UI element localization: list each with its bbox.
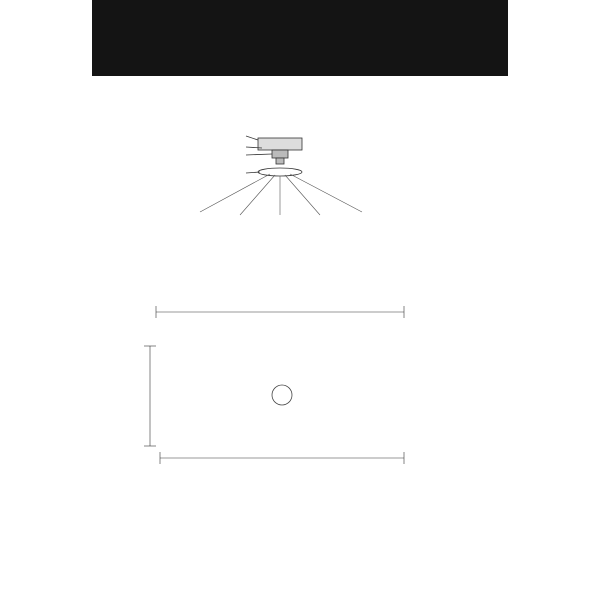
instruction-item: [120, 526, 140, 542]
watermark-logo: [464, 552, 594, 592]
instruction-item: [120, 543, 140, 559]
side-width-dimension: [156, 306, 404, 318]
canopy-assembly: [246, 136, 302, 176]
top-depth-dimension: [144, 346, 156, 446]
instruction-item: [120, 477, 140, 493]
instruction-item: [120, 493, 140, 509]
top-width-dimension: [160, 452, 404, 464]
instructions-list: [120, 477, 140, 575]
instruction-item: [120, 559, 140, 575]
center-hub: [272, 385, 292, 405]
instruction-item: [120, 510, 140, 526]
suspension-cables: [200, 174, 362, 215]
